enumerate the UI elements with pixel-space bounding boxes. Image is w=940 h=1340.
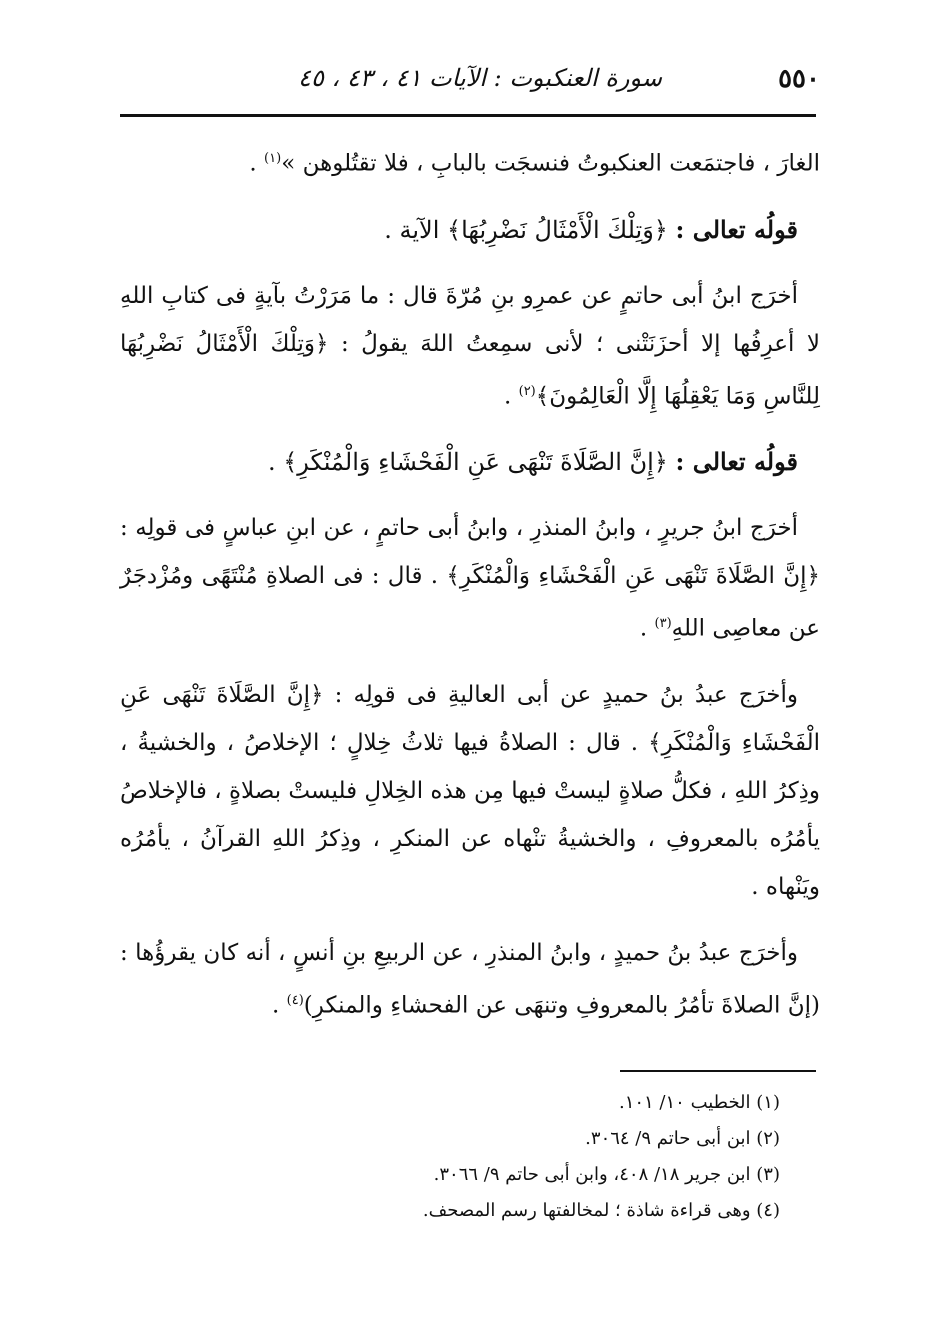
narration-paragraph: أخرَج ابنُ أبى حاتمٍ عن عمرِو بنِ مُرّةَ قال : ما مَرَرْتُ بآيةٍ فى كتابِ اللهِ لا أعرِفُها إلا أحزَنَتْنى ؛ لأنى سمِعتُ اللهَ يقولُ : ﴿وَتِلْكَ الْأَمْثَالُ نَضْرِبُهَا لِلنَّاسِ وَمَا يَعْقِلُهَا إِلَّا الْعَالِمُونَ﴾$^{(٢)}$ .	[120, 282, 820, 410]
narration-paragraph: وأخرَج عبدُ بنُ حميدٍ عن أبى العاليةِ فى قولِه : ﴿إِنَّ الصَّلَاةَ تَنْهَى عَنِ الْفَحْشَاءِ وَالْمُنْكَرِ﴾ . قال : الصلاةُ فيها ثلاثُ خِلالٍ ؛ الإخلاصُ ، والخشيةُ ، وذِكرُ اللهِ ، فكلُّ صلاةٍ ليستْ فيها مِن هذه الخِلالِ فليستْ بصلاةٍ ، فالإخلاصُ يأمُرُه بالمعروفِ ، والخشيةُ تنْهاه عن المنكرِ ، وذِكرُ اللهِ القرآنُ ، يأمُرُه ويَنْهاه .	[120, 681, 820, 900]
narration-paragraph: وأخرَج عبدُ بنُ حميدٍ ، وابنُ المنذرِ ، عن الربيعِ بنِ أنسٍ ، أنه كان يقرؤُها : (إنَّ الصلاةَ تأمُرُ بالمعروفِ وتنهَى عن الفحشاءِ والمنكرِ)$^{(٤)}$ .	[120, 939, 820, 1019]
heading-verse: ﴿وَتِلْكَ الْأَمْثَالُ نَضْرِبُهَا﴾ الآية .	[384, 215, 676, 244]
heading-lead: قولُه تعالى :	[675, 447, 798, 477]
footnote: (٤) وهى قراءة شاذة ؛ لمخالفتها رسم المصحف.	[422, 1200, 780, 1221]
running-title: سورة العنكبوت : الآيات ٤١ ، ٤٣ ، ٤٥	[298, 64, 662, 92]
main-text	[120, 135, 820, 1048]
paragraph-continuation: الغارَ ، فاجتمَعت العنكبوتُ فنسجَت بالبابِ ، فلا تقتُلوهن »$^{(١)}$ .	[249, 150, 820, 177]
page-number: ٥٥٠	[778, 64, 820, 94]
footnote-marker: (٢)	[518, 383, 536, 399]
footnote: (٣) ابن جرير ١٨/ ٤٠٨، وابن أبى حاتم ٩/ ٣٠٦٦.	[433, 1164, 780, 1185]
footnote: (٢) ابن أبى حاتم ٩/ ٣٠٦٤.	[585, 1128, 780, 1149]
footnote: (١) الخطيب ١٠/ ١٠١.	[618, 1092, 780, 1113]
page-header	[120, 58, 820, 108]
heading-verse: ﴿إِنَّ الصَّلَاةَ تَنْهَى عَنِ الْفَحْشَاءِ وَالْمُنْكَرِ﴾ .	[267, 448, 676, 477]
header-rule	[120, 114, 816, 117]
footnote-marker: (١)	[264, 151, 282, 166]
footnotes	[120, 1085, 820, 1229]
footnote-rule	[620, 1070, 816, 1072]
verse-heading	[120, 438, 820, 486]
footnote-marker: (٣)	[654, 616, 672, 632]
verse-heading	[120, 206, 820, 254]
heading-lead: قولُه تعالى :	[675, 214, 798, 244]
footnote-marker: (٤)	[286, 992, 304, 1008]
narration-paragraph: أخرَج ابنُ جريرٍ ، وابنُ المنذرِ ، وابنُ أبى حاتمٍ ، عن ابنِ عباسٍ فى قولِه : ﴿إِنَّ الصَّلَاةَ تَنْهَى عَنِ الْفَحْشَاءِ وَالْمُنْكَرِ﴾ . قال : فى الصلاةِ مُنْتَهًى ومُزْدجَرٌ عن معاصِى اللهِ$^{(٣)}$ .	[120, 515, 820, 642]
